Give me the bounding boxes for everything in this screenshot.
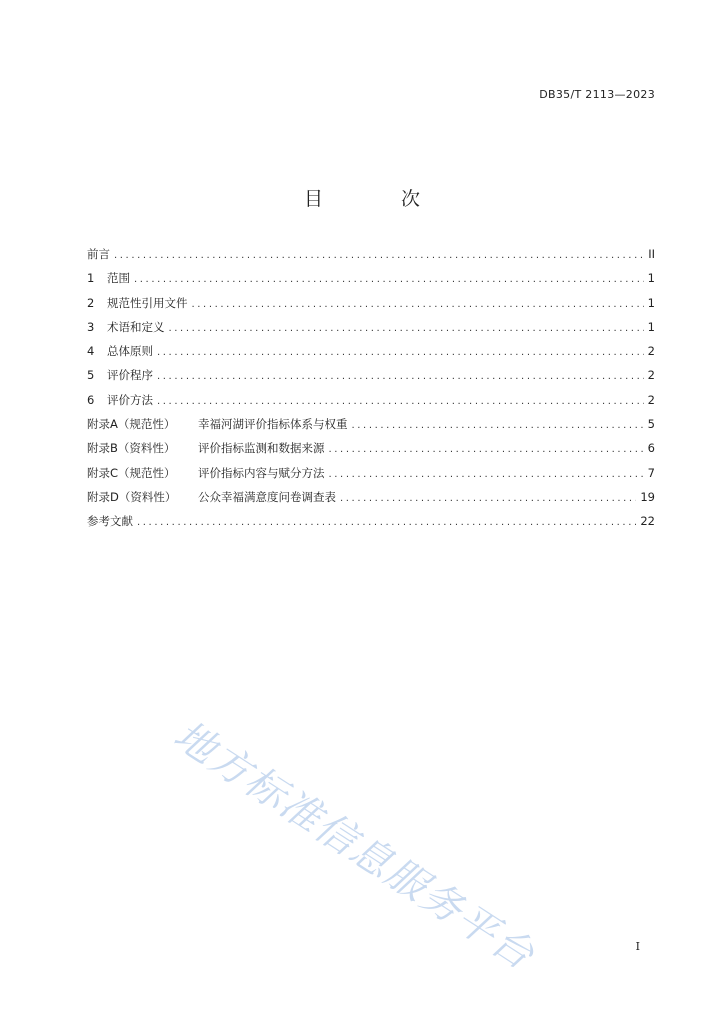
toc-entry-label: 附录B（资料性） 评价指标监测和数据来源: [87, 441, 325, 456]
toc-entry-page: 2: [647, 344, 655, 359]
toc-entry-4[interactable]: [87, 343, 655, 367]
toc-leader-dots: [134, 274, 644, 285]
toc-entry-preface[interactable]: [87, 246, 655, 270]
toc-leader-dots: [329, 444, 644, 455]
toc-appendix-tag: 附录A（规范性）: [87, 417, 176, 432]
toc-entry-3[interactable]: [87, 319, 655, 343]
toc-entry-label: 附录D（资料性） 公众幸福满意度问卷调查表: [87, 489, 336, 504]
toc-entry-appendix-b[interactable]: [87, 440, 655, 464]
toc-leader-dots: [114, 250, 644, 261]
toc-entry-label: 4 总体原则: [87, 344, 153, 359]
toc-leader-dots: [169, 323, 644, 334]
toc-leader-dots: [137, 517, 636, 528]
toc-entry-number: 4: [87, 344, 95, 359]
toc-entry-1[interactable]: [87, 270, 655, 294]
toc-entry-number: 6: [87, 392, 95, 407]
toc-entry-number: 2: [87, 295, 95, 310]
toc-entry-appendix-c[interactable]: [87, 465, 655, 489]
toc-entry-number: 1: [87, 271, 95, 286]
toc-entry-page: 1: [647, 295, 655, 310]
toc-title: 目 次: [303, 188, 457, 210]
toc-entry-label: 参考文献: [87, 514, 133, 529]
toc-entry-2[interactable]: [87, 295, 655, 319]
toc-leader-dots: [340, 493, 636, 504]
document-code: DB35/T 2113—2023: [539, 88, 655, 101]
toc-entry-label: 前言: [87, 247, 110, 261]
toc-entry-page: 1: [647, 271, 655, 286]
toc-entry-page: 6: [647, 441, 655, 456]
toc-entry-page: 22: [640, 514, 655, 529]
toc-entry-page: 5: [647, 417, 655, 432]
toc-entry-page: 2: [647, 392, 655, 407]
toc-leader-dots: [157, 371, 644, 382]
toc-leader-dots: [329, 469, 644, 480]
toc-entry-5[interactable]: [87, 367, 655, 391]
toc-entry-page: 7: [647, 465, 655, 480]
toc-entry-appendix-a[interactable]: [87, 416, 655, 440]
toc-entry-number: 3: [87, 319, 95, 334]
toc-list: [87, 246, 655, 538]
toc-entry-label: 5 评价程序: [87, 368, 153, 383]
toc-leader-dots: [192, 299, 644, 310]
toc-entry-number: 5: [87, 368, 95, 383]
toc-entry-label: 附录C（规范性） 评价指标内容与赋分方法: [87, 465, 325, 480]
toc-entry-page: 1: [647, 319, 655, 334]
toc-entry-label: 1 范围: [87, 271, 130, 286]
toc-entry-label: 附录A（规范性） 幸福河湖评价指标体系与权重: [87, 417, 348, 432]
page-number: I: [635, 940, 640, 953]
toc-entry-page: 19: [640, 489, 655, 504]
toc-entry-label: 3 术语和定义: [87, 319, 165, 334]
toc-leader-dots: [157, 396, 644, 407]
toc-entry-label: 6 评价方法: [87, 392, 153, 407]
toc-entry-6[interactable]: [87, 392, 655, 416]
watermark: 地方标准信息服务平台: [165, 712, 543, 980]
toc-appendix-tag: 附录B（资料性）: [87, 441, 176, 456]
toc-entry-appendix-d[interactable]: [87, 489, 655, 513]
toc-appendix-tag: 附录D（资料性）: [87, 489, 177, 504]
toc-leader-dots: [352, 420, 644, 431]
toc-entry-page: II: [648, 247, 655, 261]
toc-entry-page: 2: [647, 368, 655, 383]
toc-leader-dots: [157, 347, 644, 358]
toc-appendix-tag: 附录C（规范性）: [87, 465, 176, 480]
toc-entry-label: 2 规范性引用文件: [87, 295, 188, 310]
toc-entry-references[interactable]: [87, 513, 655, 537]
